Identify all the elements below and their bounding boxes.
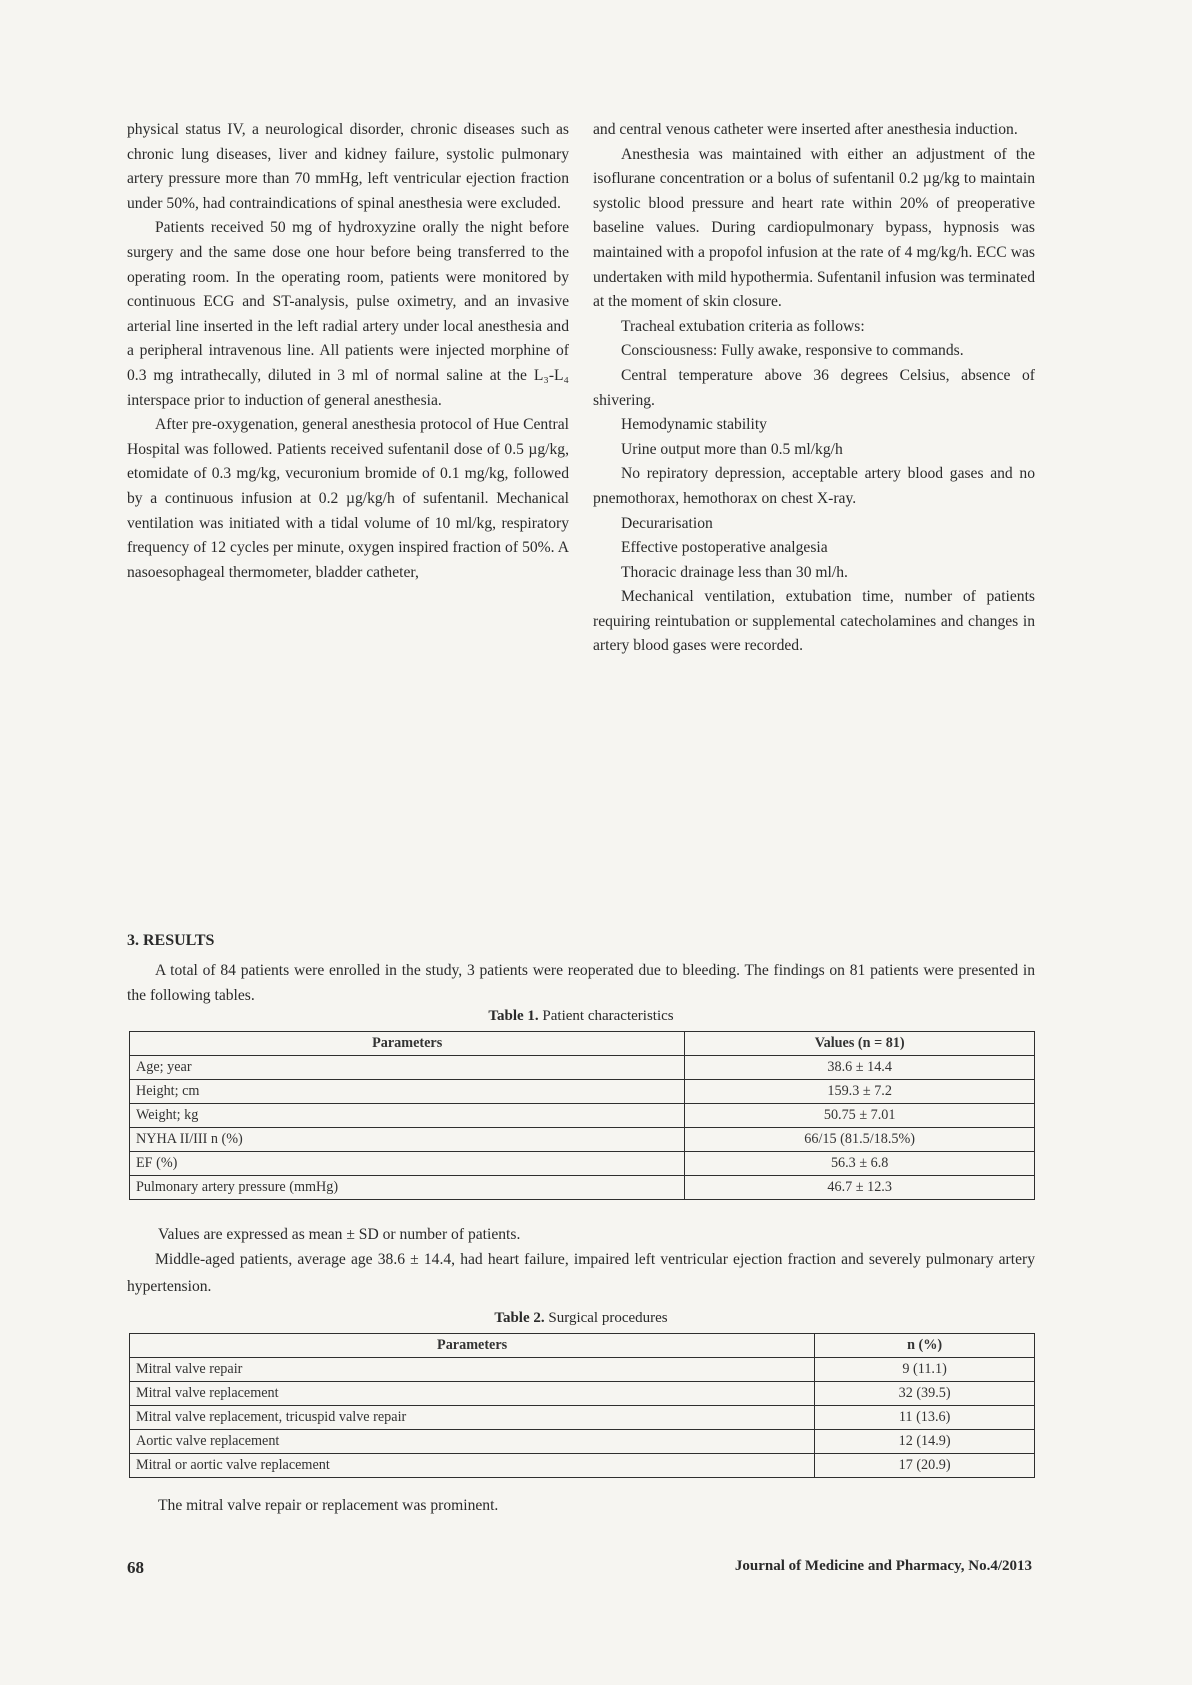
- table-row: [130, 1382, 1035, 1406]
- table2: [129, 1333, 1035, 1478]
- table-cell-value: 9 (11.1): [815, 1358, 1035, 1382]
- paragraph: Thoracic drainage less than 30 ml/h.: [621, 563, 848, 581]
- table1-header-parameters: Parameters: [130, 1032, 685, 1056]
- paragraph: Hemodynamic stability: [621, 416, 767, 434]
- table-cell-parameter: Mitral valve replacement, tricuspid valve repair: [130, 1406, 815, 1430]
- table-cell-parameter: Pulmonary artery pressure (mmHg): [130, 1176, 685, 1200]
- paragraph: Central temperature above 36 degrees Celsius, absence of shivering.: [593, 366, 1035, 409]
- right-column: [593, 118, 1035, 659]
- table-cell-value: 50.75 ± 7.01: [685, 1104, 1035, 1128]
- table2-caption-label: Table 2.: [494, 1310, 545, 1326]
- table2-caption-text: Surgical procedures: [548, 1310, 668, 1326]
- table-cell-parameter: NYHA II/III n (%): [130, 1128, 685, 1152]
- journal-footer: Journal of Medicine and Pharmacy, No.4/2013: [734, 1558, 1032, 1574]
- table-cell-value: 11 (13.6): [815, 1406, 1035, 1430]
- table-cell-parameter: Mitral valve replacement: [130, 1382, 815, 1406]
- paragraph: Patients received 50 mg of hydroxyzine orally the night before surgery and the same dose one hour before being transferred to the operating room. In the operating room, patients were monitored by continuous ECG and ST-analysis, pulse oximetry, and an invasive arterial line inserted in the left radial artery under local anesthesia and a peripheral intravenous line. All patients were injected morphine of 0.3 mg intrathecally, diluted in 3 ml of normal saline at the L₃-L₄ interspace prior to induction of general anesthesia.: [127, 219, 569, 409]
- table-row: [130, 1454, 1035, 1478]
- table2-header-parameters: Parameters: [130, 1334, 815, 1358]
- table-row: [130, 1152, 1035, 1176]
- table-cell-value: 46.7 ± 12.3: [685, 1176, 1035, 1200]
- results-text: A total of 84 patients were enrolled in the study, 3 patients were reoperated due to bleeding. The findings on 81 patients were presented in the following tables.: [127, 962, 1035, 1004]
- paragraph: Effective postoperative analgesia: [621, 539, 828, 557]
- paragraph: Urine output more than 0.5 ml/kg/h: [621, 440, 843, 458]
- table-cell-parameter: Weight; kg: [130, 1104, 685, 1128]
- table1: [129, 1031, 1035, 1200]
- page-number: 68: [127, 1558, 144, 1577]
- middle-paragraph: Middle-aged patients, average age 38.6 ± 14.4, had heart failure, impaired left ventricular ejection fraction and severely pulmonary artery hypertension.: [127, 1251, 1035, 1295]
- table-row: [130, 1176, 1035, 1200]
- table1-caption-text: Patient characteristics: [542, 1008, 674, 1024]
- table-row: [130, 1430, 1035, 1454]
- table-cell-parameter: Aortic valve replacement: [130, 1430, 815, 1454]
- table-cell-parameter: Mitral or aortic valve replacement: [130, 1454, 815, 1478]
- paragraph: Anesthesia was maintained with either an adjustment of the isoflurane concentration or a bolus of sufentanil 0.2 µg/kg to maintain systolic blood pressure and heart rate within 20% of preoperative baseline values. During cardiopulmonary bypass, hypnosis was maintained with a propofol infusion at the rate of 4 mg/kg/h. ECC was undertaken with mild hypothermia. Sufentanil infusion was terminated at the moment of skin closure.: [593, 145, 1035, 311]
- table-cell-parameter: Age; year: [130, 1056, 685, 1080]
- table-row: [130, 1358, 1035, 1382]
- paragraph: Consciousness: Fully awake, responsive to commands.: [621, 342, 964, 360]
- table2-caption: [127, 1310, 1035, 1327]
- table-cell-value: 12 (14.9): [815, 1430, 1035, 1454]
- table-row: [130, 1104, 1035, 1128]
- table2-header-n-percent: n (%): [815, 1334, 1035, 1358]
- table-cell-value: 38.6 ± 14.4: [685, 1056, 1035, 1080]
- paragraph: Mechanical ventilation, extubation time, number of patients requiring reintubation or supplemental catecholamines and changes in artery blood gases were recorded.: [593, 588, 1035, 655]
- table-cell-value: 66/15 (81.5/18.5%): [685, 1128, 1035, 1152]
- paragraph: physical status IV, a neurological disorder, chronic diseases such as chronic lung diseases, liver and kidney failure, systolic pulmonary artery pressure more than 70 mmHg, left ventricular ejection fraction under 50%, had contraindications of spinal anesthesia were excluded.: [127, 121, 569, 212]
- table1-caption: [127, 1008, 1035, 1025]
- table-row: [130, 1406, 1035, 1430]
- table-cell-value: 159.3 ± 7.2: [685, 1080, 1035, 1104]
- left-column: [127, 118, 569, 585]
- paragraph: Tracheal extubation criteria as follows:: [621, 317, 865, 335]
- table1-caption-label: Table 1.: [488, 1008, 539, 1024]
- table-cell-parameter: EF (%): [130, 1152, 685, 1176]
- table2-note: The mitral valve repair or replacement was prominent.: [158, 1497, 499, 1514]
- section-title: 3. RESULTS: [127, 932, 215, 949]
- table-cell-value: 32 (39.5): [815, 1382, 1035, 1406]
- table-cell-value: 56.3 ± 6.8: [685, 1152, 1035, 1176]
- results-paragraph: [127, 958, 1035, 1008]
- table1-note: Values are expressed as mean ± SD or number of patients.: [158, 1226, 521, 1243]
- paragraph: No repiratory depression, acceptable artery blood gases and no pnemothorax, hemothorax on chest X-ray.: [593, 465, 1035, 507]
- table-row: [130, 1080, 1035, 1104]
- table-cell-parameter: Height; cm: [130, 1080, 685, 1104]
- table1-header-values: Values (n = 81): [685, 1032, 1035, 1056]
- middle-paragraph-block: [127, 1246, 1035, 1300]
- table-cell-value: 17 (20.9): [815, 1454, 1035, 1478]
- paragraph: Decurarisation: [621, 514, 713, 532]
- table-row: [130, 1056, 1035, 1080]
- table-row: [130, 1128, 1035, 1152]
- paragraph: and central venous catheter were inserted after anesthesia induction.: [593, 121, 1018, 138]
- paragraph: After pre-oxygenation, general anesthesia protocol of Hue Central Hospital was followed. Patients received sufentanil dose of 0.5 µg/kg, etomidate of 0.3 mg/kg, vecuronium bromide of 0.1 mg/kg, followed by a continuous infusion at 0.2 µg/kg/h of sufentanil. Mechanical ventilation was initiated with a tidal volume of 10 ml/kg, respiratory frequency of 12 cycles per minute, oxygen inspired fraction of 50%. A nasoesophageal thermometer, bladder catheter,: [127, 416, 569, 581]
- table-cell-parameter: Mitral valve repair: [130, 1358, 815, 1382]
